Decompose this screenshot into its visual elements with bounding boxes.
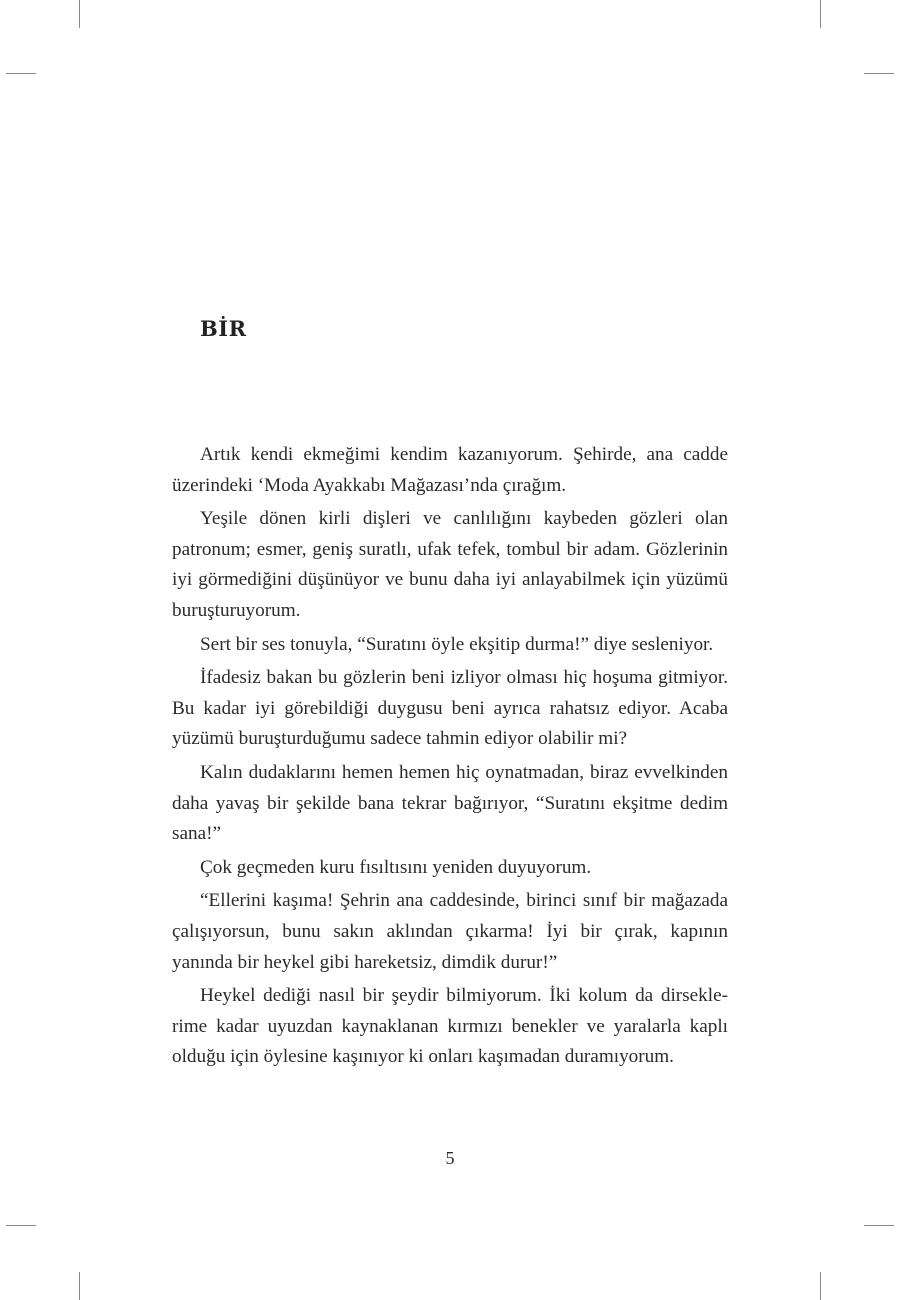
crop-mark-left-upper [6,73,36,74]
paragraph: Artık kendi ekmeğimi kendim kazanıyorum. Şehirde, ana cadde üzerindeki ‘Moda Ayakkabı Mağazası’nda çırağım. [172,444,728,496]
crop-mark-right-lower [864,1225,894,1226]
crop-mark-top-right [820,0,821,28]
paragraph: Kalın dudaklarını hemen hemen hiç oynatmadan, biraz evvelkinden daha yavaş bir şekilde bana tekrar bağırıyor, “Suratını ekşitme dedim sana!” [172,761,728,845]
paragraph: Sert bir ses tonuyla, “Suratını öyle ekşitip durma!” diye sesleniyor. [200,633,714,655]
paragraph: Yeşile dönen kirli dişleri ve canlılığını kaybeden gözleri olan patronum; esmer, geniş suratlı, ufak tefek, tombul bir adam. Gözlerinin iyi görmediğini düşünüyor ve bunu daha iyi anlayabilmek için yüzümü buruşturuyorum. [172,508,728,621]
crop-mark-right-upper [864,73,894,74]
paragraph: “Ellerini kaşıma! Şehrin ana caddesinde, birinci sınıf bir mağazada çalışıyorsun, bunu sakın aklından çıkarma! İyi bir çırak, kapının yanında bir heykel gibi hareketsiz, dimdik durur!” [172,890,728,973]
crop-mark-top-left [79,0,80,28]
body-text [172,440,728,1076]
crop-mark-bottom-right [820,1272,821,1300]
paragraph: Çok geçmeden kuru fısıltısını yeniden duyuyorum. [200,856,592,878]
crop-mark-bottom-left [79,1272,80,1300]
chapter-title: BİR [200,316,247,341]
crop-mark-left-lower [6,1225,36,1226]
paragraph: İfadesiz bakan bu gözlerin beni izliyor olması hiç hoşuma gitmiyor. Bu kadar iyi görebildiği duygusu beni ayrıca rahatsız ediyor. Acaba yüzümü buruşturduğumu sadece tahmin ediyor olabilir mi? [172,667,728,750]
paragraph: Heykel dediği nasıl bir şeydir bilmiyorum. İki kolum da dirseklerime kadar uyuzdan kaynaklanan kırmızı benekler ve yaralarla kaplı olduğu için öylesine kaşınıyor ki onları kaşımadan duramıyorum. [172,985,728,1068]
page-number: 5 [445,1148,455,1168]
